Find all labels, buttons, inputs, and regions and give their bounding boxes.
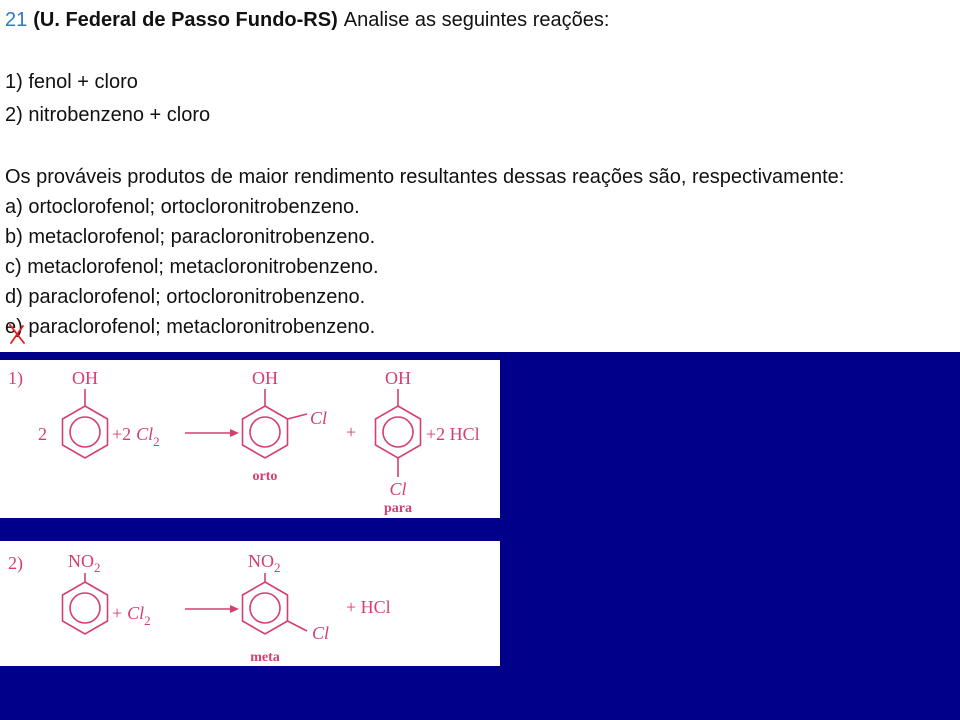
reagent-formula: Cl <box>136 424 154 444</box>
option-a: a) ortoclorofenol; ortocloronitrobenzeno. <box>5 196 360 218</box>
reaction-2-scheme <box>0 541 500 666</box>
para-product <box>376 368 421 516</box>
cl-bond <box>288 414 308 419</box>
option-c: c) metaclorofenol; metacloronitrobenzeno. <box>5 256 379 278</box>
ortho-oh: OH <box>252 368 278 388</box>
question-source: (U. Federal de Passo Fundo-RS) <box>33 9 338 31</box>
para-oh: OH <box>385 368 411 388</box>
ortho-product <box>243 368 328 484</box>
para-label: para <box>384 501 412 516</box>
reaction-1-scheme <box>0 360 500 518</box>
aromatic-circle <box>250 593 280 623</box>
nitrobenzene-reactant <box>63 551 108 634</box>
aromatic-circle <box>250 417 280 447</box>
byproduct-hcl: + HCl <box>346 597 391 617</box>
no2-subscript: 2 <box>274 560 281 575</box>
meta-cl: Cl <box>312 623 330 643</box>
reactant-oh: OH <box>72 368 98 388</box>
question-stem: Os prováveis produtos de maior rendimento resultantes dessas reações são, respectivamente: <box>5 166 845 188</box>
meta-product <box>243 551 330 665</box>
para-cl: Cl <box>389 479 407 499</box>
reaction-1-panel <box>0 360 500 518</box>
cl-bond <box>288 621 308 631</box>
question-number: 21 <box>5 9 28 31</box>
option-e: e) paraclorofenol; metacloronitrobenzeno. <box>5 316 376 338</box>
option-d: d) paraclorofenol; ortocloronitrobenzeno. <box>5 286 366 308</box>
reaction-1-label: 1) <box>8 368 23 388</box>
meta-no2 <box>248 551 281 575</box>
aromatic-circle <box>70 417 100 447</box>
no2-subscript: 2 <box>94 560 101 575</box>
reagent-subscript: 2 <box>144 613 151 628</box>
ortho-label: orto <box>252 469 278 484</box>
answer-x-mark-icon <box>6 322 28 346</box>
no2-formula: NO <box>248 551 274 571</box>
meta-label: meta <box>250 650 280 665</box>
reaction-2-label: 2) <box>8 553 23 573</box>
reagent-chlorine <box>112 603 151 628</box>
reactant-no2 <box>68 551 101 575</box>
reagent-subscript: 2 <box>153 434 160 449</box>
ortho-cl: Cl <box>310 408 328 428</box>
aromatic-circle <box>383 417 413 447</box>
reagent-formula: Cl <box>127 603 145 623</box>
option-b: b) metaclorofenol; paracloronitrobenzeno. <box>5 226 376 248</box>
reaction-arrow <box>185 429 239 437</box>
question-prompt: Analise as seguintes reações: <box>343 9 610 31</box>
no2-formula: NO <box>68 551 94 571</box>
reaction-2-panel <box>0 541 500 666</box>
reaction-arrow <box>185 605 239 613</box>
reagent-prefix: +2 <box>112 424 132 444</box>
phenol-reactant <box>63 368 108 458</box>
reactant-coefficient: 2 <box>38 424 47 444</box>
byproduct-hcl: +2 HCl <box>426 424 480 444</box>
reagent-prefix: + <box>112 603 123 623</box>
plus-sign: + <box>346 422 357 442</box>
question-header <box>5 8 609 32</box>
reaction-item-1: 1) fenol + cloro <box>5 71 138 93</box>
reaction-item-2: 2) nitrobenzeno + cloro <box>5 104 211 126</box>
reagent-chlorine <box>112 424 160 449</box>
aromatic-circle <box>70 593 100 623</box>
